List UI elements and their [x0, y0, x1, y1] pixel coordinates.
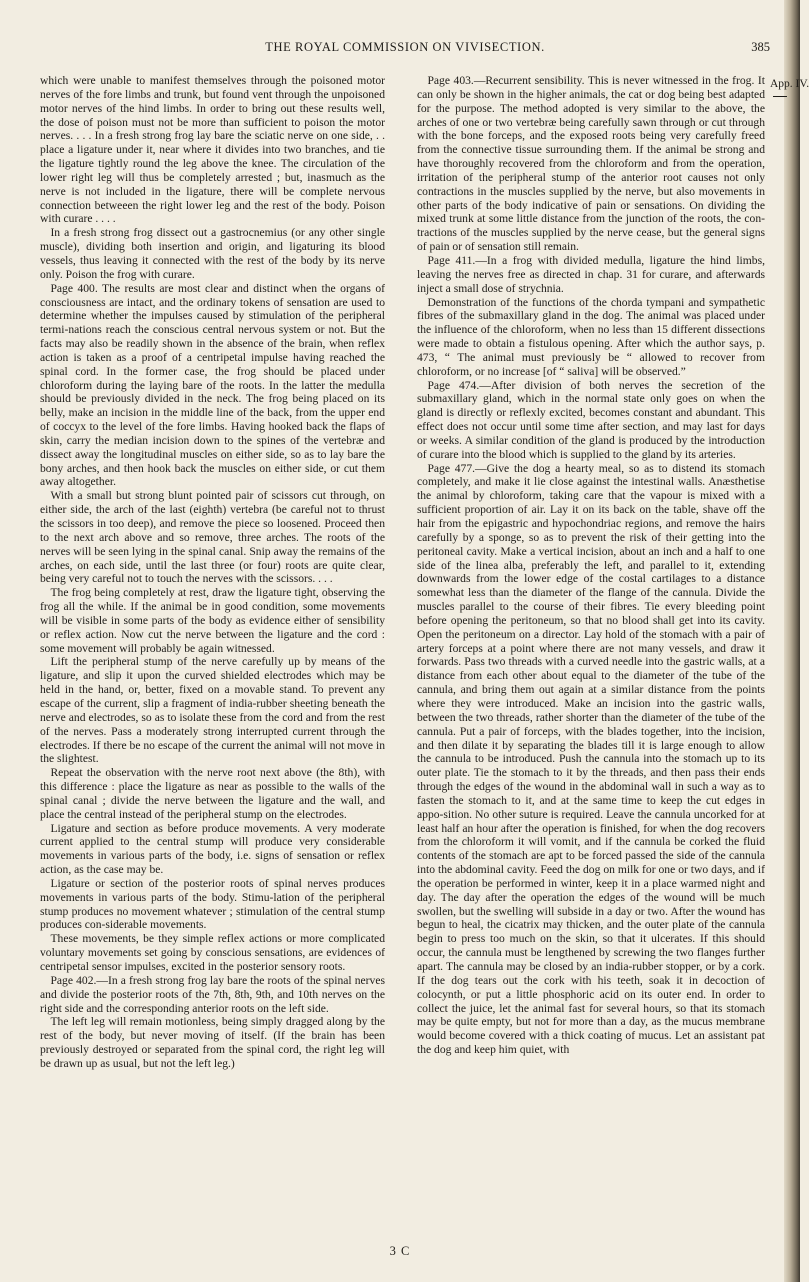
paragraph: The left leg will remain motionless, being simply dragged along by the rest of the body, but never moving of itself. (If the brain has been previously destroyed or separated from the spinal cord, the right leg will be drawn up as usual, but not the left leg.) — [40, 1015, 385, 1070]
signature-mark: 3 C — [389, 1244, 411, 1258]
paragraph: Repeat the observation with the nerve root next above (the 8th), with this difference : place the ligature as near as possible to the walls of the spinal canal ; divide the nerve between the ligature and the wall, and place the central instead of the peripheral stump on the electrodes. — [40, 766, 385, 821]
paragraph: Page 474.—After division of both nerves the secretion of the submaxillary gland, which in the normal state only goes on when the gland is directly or reflexly excited, becomes constant and abundant. This effect does not occur until some time after section, and may last for days or weeks. A similar condition of the gland is produced by the introduction of curare into the blood which is supplied to the gland by its arteries. — [417, 378, 765, 461]
paragraph: Demonstration of the functions of the chorda tympani and sympathetic fibres of the submaxillary gland in the dog. The animal was placed under the influence of the chloroform, when no less than 15 different dissections were made to obtain a fistulous opening. After which the author says, p. 473, “ The animal must previously be “ allowed to recover from chloroform, or no increase [of “ saliva] will be observed.” — [417, 295, 765, 378]
paragraph: Page 477.—Give the dog a hearty meal, so as to distend its stomach completely, and make it lie close against the intestinal walls. Anæsthetise the animal by chloroform, taking care that the vapour is mixed with a sufficient proportion of air. Lay it on its back on the table, shave off the hair from the epigastric and hypochondriac regions, and remove the hairs carefully by a sponge, so as to prevent the risk of their getting into the peritoneal cavity. Make a vertical incision, about an inch and a half to one side of the linea alba, preferably the left, and parallel to it, extending downwards from the lower edge of the costal cartilages to a distance somewhat less than the diameter of the flange of the cannula. Divide the muscles parallel to the course of their fibres. Tie every bleeding point before opening the peritoneum, so that no blood shall get into its cavity. Open the peritoneum on a director. Lay hold of the stomach with a pair of artery forceps at a point where there are not many vessels, and draw it forwards. Pass two threads with a curved needle into the gastric walls, at a distance from each other about equal to the diameter of the tube of the cannula, and bring them out again at a similar distance from the points where they were introduced. Make an incision into the gastric walls, between the two threads, rather shorter than the diameter of the tube of the cannula. Put a pair of forceps, with the blades together, into the incision, and then dilate it by separating the blades till it is large enough to allow the cannula to be introduced. Push the cannula into the stomach up to its outer plate. Tie the stomach to it by the threads, and then pass their ends through the edges of the wound in the abdominal wall in such a way as to fasten the stomach to it, and at the same time to keep the cut edges in appo-sition. No other suture is required. Leave the cannula uncorked for at least half an hour after the operation is finished, for when the dog recovers from the chloroform it will vomit, and if the cannula be corked the fluid contents of the stomach are apt to be forced passed the side of the cannula into the abdominal cavity. Feed the dog on milk for one or two days, and if the operation be performed in winter, keep it in a place warmed night and day. The day after the operation the edges of the wound will be much swollen, but the swelling will subside in a day or two. After the wound has begun to heal, the cicatrix may thicken, and the outer plate of the cannula begin to press too much on the skin, so that it ulcerates. If this should occur, the cannula must be lengthened by screwing the two flanges further apart. The cannula may be closed by an india-rubber stopper, or by a cork. If the dog tears out the cork with his teeth, soak it in decoction of colocynth, or put a little phosphoric acid on its outer end. In order to collect the juice, let the animal fast for several hours, so that its stomach may be quite empty, but not for more than a day, as the mucus membrane would become covered with a thick coating of mucus. Let an assistant pat the dog and keep him quiet, with — [417, 461, 765, 1057]
paragraph: Page 411.—In a frog with divided medulla, ligature the hind limbs, leaving the nerves free as directed in chap. 31 for curare, and afterwards inject a small dose of strychnia. — [417, 253, 765, 295]
page-number: 385 — [751, 40, 770, 54]
running-header — [40, 40, 770, 62]
paragraph: Page 402.—In a fresh strong frog lay bare the roots of the spinal nerves and divide the posterior roots of the 7th, 8th, 9th, and 10th nerves on the right side and the corresponding anterior roots on the left side. — [40, 973, 385, 1015]
marginal-rule — [773, 96, 787, 97]
paragraph: Lift the peripheral stump of the nerve carefully up by means of the ligature, and slip it upon the curved shielded electrodes which may be held in the hand, or, better, fixed on a movable stand. To prevent any escape of the current, slip a fragment of india-rubber sheeting beneath the nerve and electrodes, so as to isolate these from the cord and from the rest of the nerves. Pass a moderately strong interrupted current through the electrodes. If there be no escape of the current the animal will not move in the slightest. — [40, 655, 385, 766]
paragraph: In a fresh strong frog dissect out a gastrocnemius (or any other single muscle), dividing both insertion and origin, and ligaturing its blood vessels, thus leaving it connected with the rest of the body by its nerve only. Poison the frog with curare. — [40, 226, 385, 281]
appendix-marginal-note: App. IV. — [770, 78, 809, 90]
paragraph: which were unable to manifest themselves through the poisoned motor nerves of the fore limbs and trunk, but found vent through the unpoisoned motor nerves of the hind limbs. In order to bring out these results well, the dose of poison must not be more than sufficient to poison the motor nerves. . . . In a fresh strong frog lay bare the sciatic nerve on one side, . . place a ligature under it, near where it divides into two branches, and tie the ligature tightly round the leg above the knee. The circulation of the lower right leg will thus be completely arrested ; but, inasmuch as the nerve is not included in the ligature, there will be complete nervous connection betweeen the right lower leg and the rest of the body. Poison with curare . . . . — [40, 74, 385, 226]
paragraph: Page 403.—Recurrent sensibility. This is never witnessed in the frog. It can only be shown in the higher animals, the cat or dog being best adapted for the purpose. The method adopted is very similar to the above, the arches of one or two vertebræ being carefully sawn through or cut through with the bone forceps, and the exposed roots being very carefully freed from the connective tissue surrounding them. If the animal be strong and have thoroughly recovered from the chloroform and from the operation, irritation of the peripheral stump of the anterior root causes not only contractions in the muscles supplied by the nerve, but also movements in other parts of the body indicative of pain or sensations. On dividing the mixed trunk at some little distance from the junction of the roots, the con-tractions of the muscles supplied by the nerve cease, but the general signs of pain or of sensation still remain. — [417, 74, 765, 254]
running-title: THE ROYAL COMMISSION ON VIVISECTION. — [265, 40, 545, 54]
right-column — [417, 74, 765, 1057]
book-spine-shadow — [784, 0, 800, 1282]
paragraph: With a small but strong blunt pointed pair of scissors cut through, on either side, the arch of the last (eighth) vertebra (be careful not to thrust the scissors in too deep), and remove the piece so loosened. Proceed then to the next arch above and so remove, three arches. The roots of the nerves will be seen lying in the spinal canal. Snip away the remains of the arches, on each side, until the last three (or four) roots are quite clear, being very careful not to touch the nerves with the scissors. . . . — [40, 489, 385, 586]
paragraph: These movements, be they simple reflex actions or more complicated voluntary movements set going by conscious sensations, are evidences of centripetal sensor impulses, excited in the posterior sensory roots. — [40, 932, 385, 973]
left-column — [40, 74, 385, 1071]
paragraph: Ligature and section as before produce movements. A very moderate current applied to the central stump will produce very considerable movements in various parts of the body, i.e. signs of sensation or reflex action, as the case may be. — [40, 821, 385, 877]
paragraph: Page 400. The results are most clear and distinct when the organs of consciousness are intact, and the ordinary tokens of sensation are used to determine whether the impulses caused by stimulation of the peripheral termi-nations reach the conscious central nervous system or not. But the facts may also be readily shown in the absence of the brain, when reflex action is taken as a proof of a centripetal impulse having reached the spinal cord. In the former case, the frog should be placed under chloroform during the laying bare of the roots. In the latter the medulla should be previously divided in the neck. The frog being placed on its belly, make an incision in the middle line of the back, from the upper end of coccyx to the level of the fore limbs. Having hooked back the flaps of skin, carry the median incision down to the spines of the vertebræ and dissect away the longitudinal muscles on either side, so as to lay bare the bony arches, and then hook back the muscles on either side, or cut them away altogether. — [40, 281, 385, 489]
paragraph: The frog being completely at rest, draw the ligature tight, observing the frog all the while. If the animal be in good condition, some movements will be visible in some parts of the body as evidence either of sensibility or reflex action. Now cut the nerve between the ligature and the cord : some movement will probably be again witnessed. — [40, 586, 385, 655]
paragraph: Ligature or section of the posterior roots of spinal nerves produces movements in various parts of the body. Stimu-lation of the peripheral stump produces no movement whatever ; stimulation of the central stump produces con-siderable movements. — [40, 876, 385, 932]
